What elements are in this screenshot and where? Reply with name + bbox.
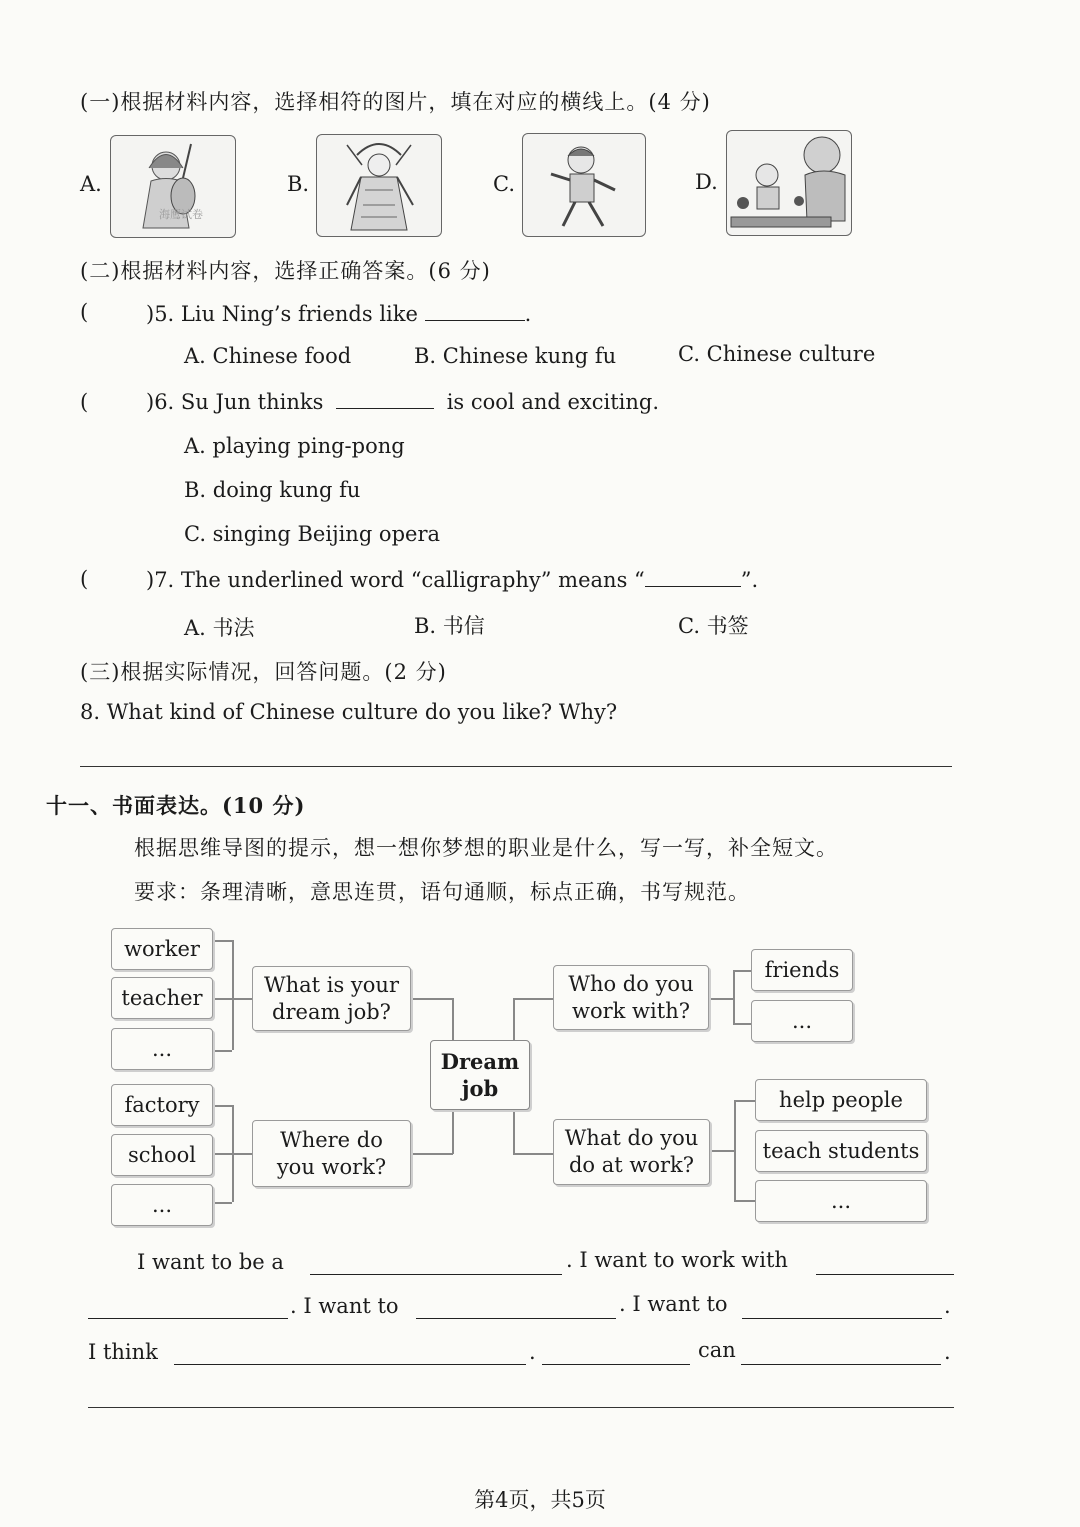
- picture-d: [726, 130, 852, 236]
- mindmap-place-factory: factory: [111, 1084, 213, 1126]
- part1-heading: (一)根据材料内容，选择相符的图片，填在对应的横线上。(4 分): [80, 90, 711, 114]
- part2-heading: (二)根据材料内容，选择正确答案。(6 分): [80, 259, 491, 283]
- essay-s8: can: [698, 1338, 736, 1362]
- answer-line-8[interactable]: [80, 766, 952, 767]
- essay-blank-1[interactable]: [310, 1274, 562, 1275]
- question-5-stem: )5. Liu Ning’s friends like: [146, 302, 418, 326]
- essay-blank-2[interactable]: [816, 1274, 954, 1275]
- essay-s2: . I want to work with: [566, 1248, 788, 1272]
- answer-paren: (: [80, 300, 89, 324]
- mindmap-job-worker: worker: [111, 928, 213, 970]
- answer-blank-6[interactable]: [336, 388, 434, 409]
- option-7b: B. 书信: [414, 614, 485, 638]
- pic-letter-c: C.: [493, 172, 515, 196]
- watermark: 海鹰试卷: [159, 208, 203, 221]
- essay-blank-4[interactable]: [416, 1318, 616, 1319]
- option-7a: A. 书法: [184, 616, 255, 640]
- answer-blank-5[interactable]: [425, 300, 525, 321]
- essay-blank-8[interactable]: [741, 1364, 941, 1365]
- mindmap-job-teacher: teacher: [111, 977, 213, 1019]
- option-5b: B. Chinese kung fu: [414, 344, 617, 368]
- mindmap-task-help-people: help people: [755, 1079, 927, 1121]
- mindmap-question-where: [252, 1120, 411, 1187]
- answer-paren: (: [80, 567, 89, 591]
- question-7: [146, 566, 758, 592]
- mindmap-question-who-line1: Who do you: [568, 971, 694, 996]
- essay-s5: .: [944, 1294, 951, 1318]
- option-6a: A. playing ping-pong: [184, 434, 405, 458]
- pic-letter-a: A.: [80, 172, 102, 196]
- mindmap-task-teach-students: teach students: [755, 1130, 927, 1172]
- mindmap-question-job-line2: dream job?: [272, 999, 391, 1024]
- question-5-end: .: [524, 302, 532, 326]
- mindmap-job-more: ...: [111, 1028, 213, 1070]
- part3-heading: (三)根据实际情况，回答问题。(2 分): [80, 660, 447, 684]
- mindmap-question-who-line2: work with?: [572, 998, 690, 1023]
- mindmap-center-line2: job: [461, 1076, 499, 1101]
- mindmap-question-what: [553, 1119, 710, 1185]
- writing-instruction: 根据思维导图的提示，想一想你梦想的职业是什么，写一写，补全短文。: [134, 836, 838, 860]
- essay-blank-7[interactable]: [542, 1364, 690, 1365]
- beijing-opera-performer-icon: [317, 135, 441, 236]
- mindmap-partner-more: ...: [751, 1000, 853, 1042]
- mindmap-center-dream-job: [430, 1040, 530, 1110]
- essay-blank-3[interactable]: [88, 1318, 288, 1319]
- essay-s1: I want to be a: [137, 1250, 284, 1274]
- mindmap-question-job-line1: What is your: [264, 972, 399, 997]
- question-8: 8. What kind of Chinese culture do you like? Why?: [80, 700, 618, 724]
- mindmap-question-job: [252, 966, 411, 1031]
- answer-blank-7[interactable]: [645, 566, 741, 587]
- essay-blank-6[interactable]: [174, 1364, 526, 1365]
- mindmap-question-who: [553, 965, 709, 1030]
- picture-b: [316, 134, 442, 237]
- option-5a: A. Chinese food: [184, 344, 352, 368]
- pic-letter-d: D.: [695, 170, 718, 194]
- page-number: 第4页，共5页: [474, 1488, 606, 1512]
- essay-s9: .: [944, 1340, 951, 1364]
- question-6-end: is cool and exciting.: [446, 390, 660, 414]
- pic-letter-b: B.: [287, 172, 310, 196]
- question-7-stem: )7. The underlined word “calligraphy” means “: [146, 568, 645, 592]
- boys-playing-ping-pong-icon: [727, 131, 851, 235]
- option-5c: C. Chinese culture: [678, 342, 876, 366]
- essay-s4: . I want to: [619, 1292, 728, 1316]
- writing-requirement: 要求：条理清晰，意思连贯，语句通顺，标点正确，书写规范。: [134, 880, 750, 904]
- question-7-end: ”.: [740, 568, 759, 592]
- answer-paren: (: [80, 390, 89, 414]
- picture-c: [522, 133, 646, 237]
- mindmap-question-what-line2: do at work?: [568, 1153, 695, 1177]
- essay-blank-9[interactable]: [88, 1407, 954, 1408]
- picture-a: [110, 135, 236, 238]
- essay-blank-5[interactable]: [742, 1318, 942, 1319]
- mindmap-task-more: ...: [755, 1180, 927, 1222]
- mindmap-center-line1: Dream: [440, 1049, 520, 1074]
- essay-s7: .: [529, 1340, 536, 1364]
- mindmap-place-more: ...: [111, 1184, 213, 1226]
- essay-s3: . I want to: [290, 1294, 399, 1318]
- boy-doing-kung-fu-icon: [523, 134, 645, 236]
- essay-s6: I think: [88, 1340, 158, 1364]
- mindmap-question-where-line1: Where do: [280, 1127, 383, 1152]
- mindmap-question-where-line2: you work?: [276, 1154, 387, 1179]
- writing-heading: 十一、书面表达。(10 分): [46, 793, 306, 818]
- question-6: [146, 388, 659, 414]
- question-5: [146, 300, 531, 326]
- mindmap-partner-friends: friends: [751, 949, 853, 991]
- option-6b: B. doing kung fu: [184, 478, 361, 502]
- option-7c: C. 书签: [678, 614, 749, 638]
- option-6c: C. singing Beijing opera: [184, 522, 441, 546]
- question-6-stem: )6. Su Jun thinks: [146, 390, 324, 414]
- mindmap-place-school: school: [111, 1134, 213, 1176]
- mindmap-question-what-line1: What do you: [564, 1126, 699, 1150]
